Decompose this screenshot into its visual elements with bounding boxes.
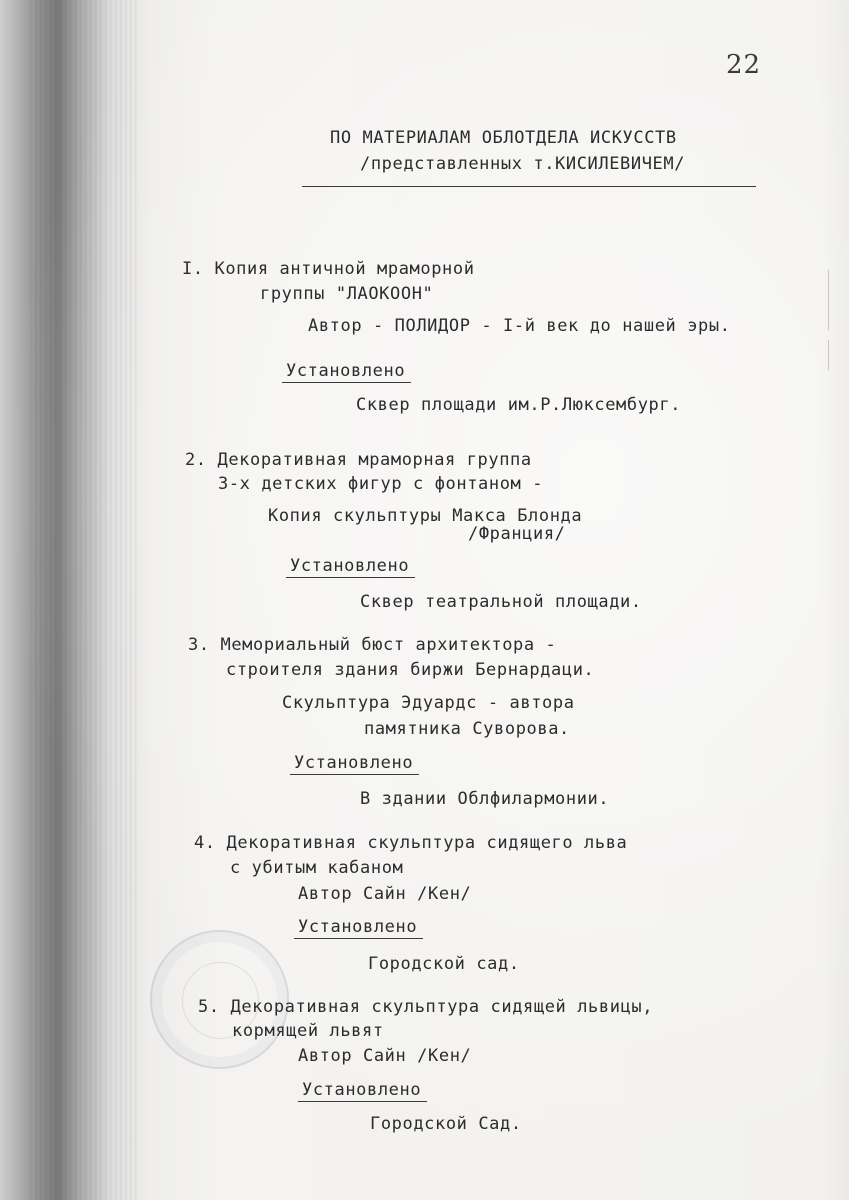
document-subtitle: /представленных т.КИСИЛЕВИЧЕМ/ [360, 154, 686, 174]
item-3-installed-text: Установлено [290, 753, 419, 775]
item-3-location: В здании Облфилармонии. [360, 789, 610, 809]
item-5-subtitle: кормящей львят [232, 1021, 384, 1041]
item-2-author: Копия скульптуры Макса Блонда [268, 506, 583, 526]
item-5-location: Городской Сад. [370, 1114, 522, 1134]
item-4-installed-label [294, 917, 423, 939]
page-number: 22 [726, 50, 762, 80]
item-2-location: Сквер театральной площади. [360, 592, 642, 612]
item-1-installed-label [282, 361, 411, 383]
item-2-title: 2. Декоративная мраморная группа [185, 450, 532, 470]
item-5-installed-label [298, 1080, 427, 1102]
right-edge [819, 0, 849, 1200]
item-5-title: 5. Декоративная скульптура сидящей львицы, [198, 997, 654, 1017]
item-1-title: I. Копия античной мраморной [182, 259, 475, 279]
item-3-author: Скульптура Эдуардс - автора [282, 693, 575, 713]
item-4-author: Автор Сайн /Кен/ [298, 884, 472, 904]
item-2-author-country: /Франция/ [468, 524, 566, 544]
item-2-subtitle: 3-х детских фигур с фонтаном - [218, 474, 544, 494]
item-2-installed-text: Установлено [286, 556, 415, 578]
document-title: ПО МАТЕРИАЛАМ ОБЛОТДЕЛА ИСКУССТВ [330, 128, 677, 148]
item-5-author: Автор Сайн /Кен/ [298, 1046, 472, 1066]
item-1-location: Сквер площади им.Р.Люксембург. [356, 395, 682, 415]
item-5-installed-text: Установлено [298, 1080, 427, 1102]
edge-mark [828, 340, 835, 370]
scan-shadow [30, 0, 140, 1200]
item-1-author: Автор - ПОЛИДОР - I-й век до нашей эры. [308, 316, 731, 336]
item-3-author-note: памятника Суворова. [364, 719, 570, 739]
item-3-installed-label [290, 753, 419, 775]
item-1-subtitle: группы "ЛАОКООН" [260, 284, 434, 304]
item-1-installed-text: Установлено [282, 361, 411, 383]
item-3-subtitle: строителя здания биржи Бернардаци. [226, 660, 595, 680]
edge-mark [828, 270, 835, 330]
item-4-subtitle: с убитым кабаном [230, 858, 404, 878]
item-3-title: 3. Мемориальный бюст архитектора - [188, 635, 557, 655]
item-4-title: 4. Декоративная скульптура сидящего льва [194, 833, 628, 853]
item-4-installed-text: Установлено [294, 917, 423, 939]
item-4-location: Городской сад. [368, 954, 520, 974]
title-divider [302, 186, 756, 187]
item-2-installed-label [286, 556, 415, 578]
